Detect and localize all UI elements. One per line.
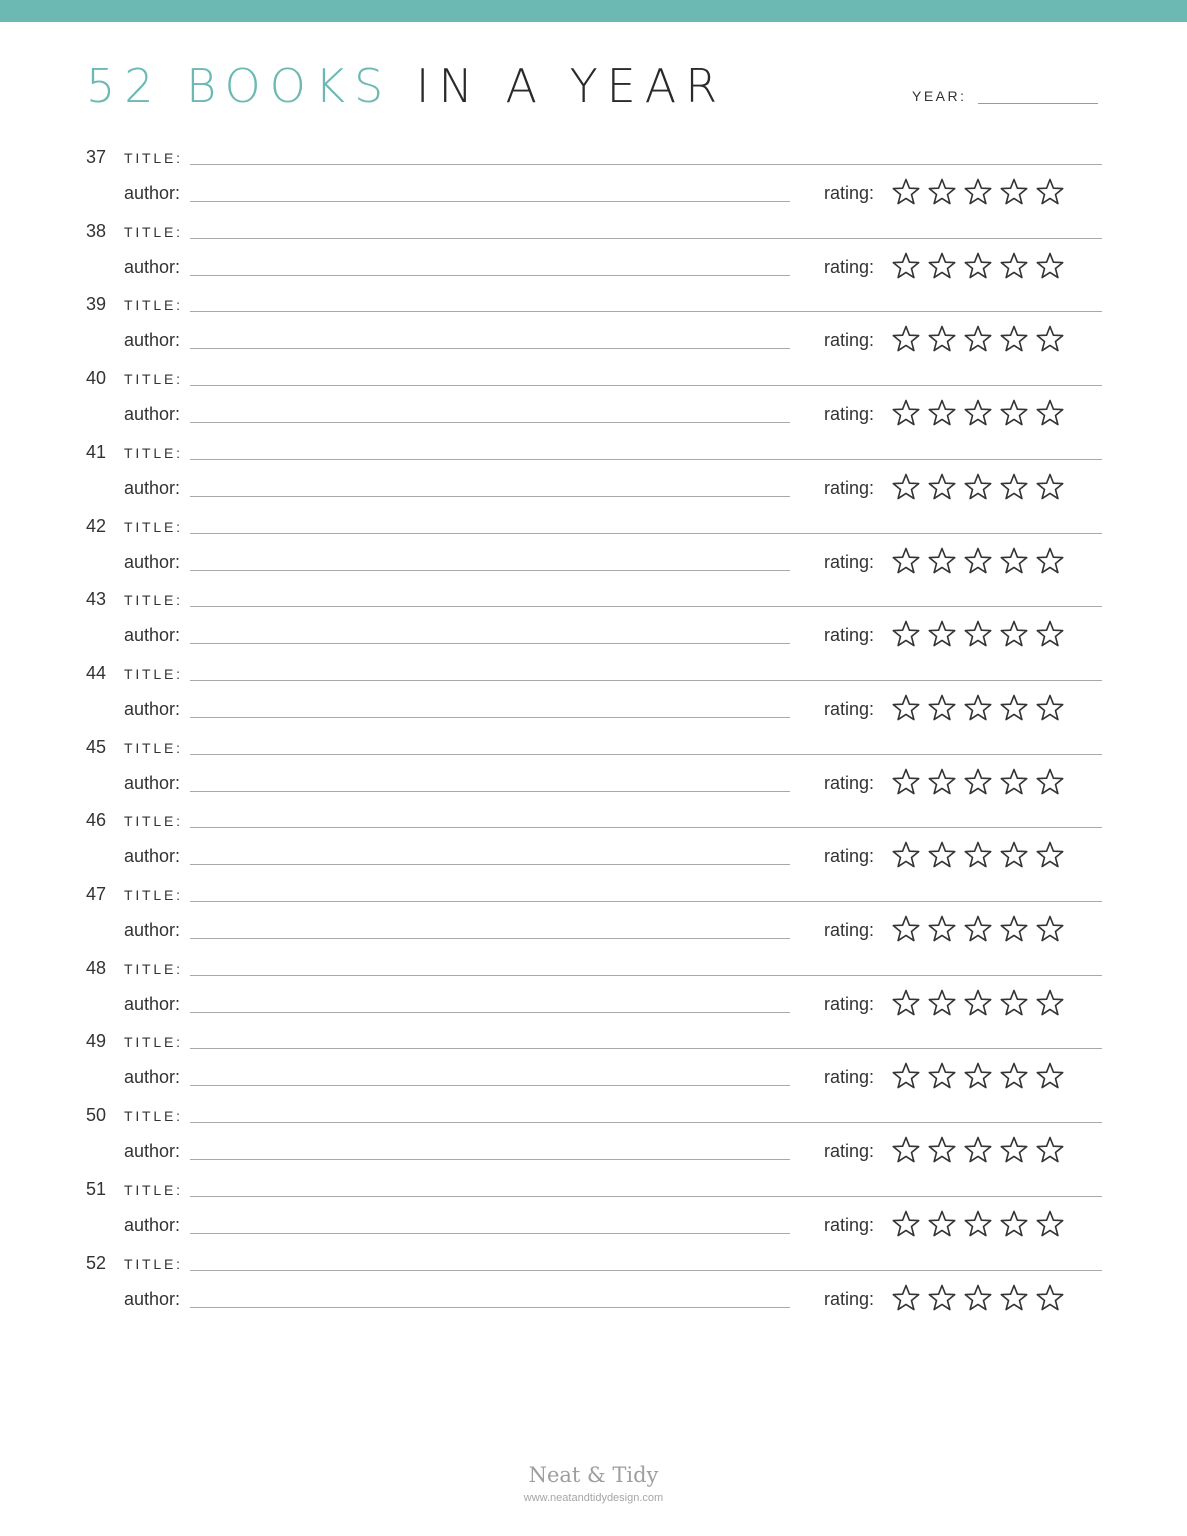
author-input-line[interactable] bbox=[190, 938, 790, 939]
star-outline-icon[interactable] bbox=[963, 1135, 993, 1165]
author-label: author: bbox=[124, 1214, 181, 1235]
star-outline-icon[interactable] bbox=[1035, 767, 1065, 797]
rating-stars bbox=[891, 619, 1071, 651]
book-entry bbox=[0, 883, 1187, 957]
author-label: author: bbox=[124, 477, 181, 498]
entry-number: 41 bbox=[86, 441, 107, 462]
star-outline-icon[interactable] bbox=[891, 324, 921, 354]
star-outline-icon[interactable] bbox=[927, 693, 957, 723]
rating-label: rating: bbox=[824, 920, 875, 940]
rating-stars bbox=[891, 988, 1071, 1020]
rating-label: rating: bbox=[824, 477, 875, 498]
star-outline-icon[interactable] bbox=[891, 767, 921, 797]
entry-number: 50 bbox=[86, 1105, 107, 1126]
author-label: author: bbox=[124, 330, 181, 351]
star-outline-icon[interactable] bbox=[1035, 619, 1065, 649]
title-input-line[interactable] bbox=[190, 754, 1102, 755]
star-outline-icon[interactable] bbox=[927, 177, 957, 207]
book-entry bbox=[0, 220, 1187, 294]
star-outline-icon[interactable] bbox=[1035, 546, 1065, 576]
author-input-line[interactable] bbox=[190, 643, 790, 644]
author-input-line[interactable] bbox=[190, 791, 790, 792]
star-outline-icon[interactable] bbox=[891, 1283, 921, 1313]
author-label: author: bbox=[124, 256, 181, 277]
title-input-line[interactable] bbox=[190, 459, 1102, 460]
title-label: TITLE: bbox=[124, 1108, 183, 1125]
author-input-line[interactable] bbox=[190, 1307, 790, 1308]
star-outline-icon[interactable] bbox=[999, 1209, 1029, 1239]
star-outline-icon[interactable] bbox=[999, 546, 1029, 576]
star-outline-icon[interactable] bbox=[963, 546, 993, 576]
entry-number: 52 bbox=[86, 1252, 107, 1273]
title-label: TITLE: bbox=[124, 960, 183, 977]
star-outline-icon[interactable] bbox=[1035, 324, 1065, 354]
star-outline-icon[interactable] bbox=[963, 988, 993, 1018]
rating-label: rating: bbox=[824, 625, 875, 646]
entry-number: 40 bbox=[86, 368, 107, 389]
title-label: TITLE: bbox=[124, 297, 183, 314]
rating-stars bbox=[891, 767, 1071, 799]
entry-number: 42 bbox=[86, 515, 107, 536]
rating-label: rating: bbox=[824, 551, 875, 572]
entry-number: 39 bbox=[86, 294, 107, 315]
star-outline-icon[interactable] bbox=[1035, 177, 1065, 207]
book-entry bbox=[0, 367, 1187, 441]
book-entry bbox=[0, 1252, 1187, 1326]
rating-stars bbox=[891, 177, 1071, 209]
rating-stars bbox=[891, 546, 1071, 578]
book-entry bbox=[0, 1030, 1187, 1104]
star-outline-icon[interactable] bbox=[963, 1209, 993, 1239]
star-outline-icon[interactable] bbox=[891, 472, 921, 502]
title-label: TITLE: bbox=[124, 592, 183, 609]
rating-stars bbox=[891, 840, 1071, 872]
star-outline-icon[interactable] bbox=[999, 840, 1029, 870]
star-outline-icon[interactable] bbox=[1035, 251, 1065, 281]
rating-label: rating: bbox=[824, 1288, 875, 1309]
rating-label: rating: bbox=[824, 256, 875, 277]
author-label: author: bbox=[124, 183, 181, 203]
star-outline-icon[interactable] bbox=[927, 1061, 957, 1091]
entry-number: 46 bbox=[86, 810, 107, 831]
star-outline-icon[interactable] bbox=[891, 619, 921, 649]
page-title-rest: IN A YEAR bbox=[415, 59, 727, 113]
star-outline-icon[interactable] bbox=[891, 988, 921, 1018]
title-label: TITLE: bbox=[124, 223, 183, 240]
title-input-line[interactable] bbox=[190, 238, 1102, 239]
title-input-line[interactable] bbox=[190, 901, 1102, 902]
author-label: author: bbox=[124, 993, 181, 1014]
title-label: TITLE: bbox=[124, 813, 183, 830]
star-outline-icon[interactable] bbox=[1035, 914, 1065, 944]
star-outline-icon[interactable] bbox=[891, 1135, 921, 1165]
title-input-line[interactable] bbox=[190, 606, 1102, 607]
star-outline-icon[interactable] bbox=[999, 1135, 1029, 1165]
star-outline-icon[interactable] bbox=[1035, 1283, 1065, 1313]
star-outline-icon[interactable] bbox=[927, 324, 957, 354]
star-outline-icon[interactable] bbox=[1035, 988, 1065, 1018]
star-outline-icon[interactable] bbox=[999, 767, 1029, 797]
author-label: author: bbox=[124, 1067, 181, 1088]
entry-number: 38 bbox=[86, 220, 107, 241]
author-input-line[interactable] bbox=[190, 717, 790, 718]
author-input-line[interactable] bbox=[190, 496, 790, 497]
title-label: TITLE: bbox=[124, 150, 183, 166]
author-label: author: bbox=[124, 772, 181, 793]
star-outline-icon[interactable] bbox=[1035, 840, 1065, 870]
rating-stars bbox=[891, 324, 1071, 356]
rating-label: rating: bbox=[824, 1214, 875, 1235]
author-input-line[interactable] bbox=[190, 422, 790, 423]
author-input-line[interactable] bbox=[190, 275, 790, 276]
author-input-line[interactable] bbox=[190, 570, 790, 571]
year-label: YEAR: bbox=[912, 88, 967, 104]
author-input-line[interactable] bbox=[190, 1012, 790, 1013]
book-entry bbox=[0, 515, 1187, 589]
star-outline-icon[interactable] bbox=[891, 914, 921, 944]
title-input-line[interactable] bbox=[190, 1048, 1102, 1049]
book-entry bbox=[0, 293, 1187, 367]
star-outline-icon[interactable] bbox=[927, 472, 957, 502]
star-outline-icon[interactable] bbox=[1035, 1209, 1065, 1239]
page-title-accent: 52 BOOKS bbox=[86, 59, 393, 113]
star-outline-icon[interactable] bbox=[963, 1061, 993, 1091]
star-outline-icon[interactable] bbox=[927, 398, 957, 428]
star-outline-icon[interactable] bbox=[927, 914, 957, 944]
star-outline-icon[interactable] bbox=[963, 840, 993, 870]
star-outline-icon[interactable] bbox=[1035, 693, 1065, 723]
author-input-line[interactable] bbox=[190, 1159, 790, 1160]
star-outline-icon[interactable] bbox=[927, 1283, 957, 1313]
book-entry bbox=[0, 1178, 1187, 1252]
star-outline-icon[interactable] bbox=[891, 1209, 921, 1239]
book-entry bbox=[0, 957, 1187, 1031]
title-input-line[interactable] bbox=[190, 1270, 1102, 1271]
title-label: TITLE: bbox=[124, 371, 183, 388]
rating-stars bbox=[891, 1209, 1071, 1241]
rating-stars bbox=[891, 1135, 1071, 1167]
title-input-line[interactable] bbox=[190, 975, 1102, 976]
star-outline-icon[interactable] bbox=[891, 398, 921, 428]
title-label: TITLE: bbox=[124, 518, 183, 535]
star-outline-icon[interactable] bbox=[999, 251, 1029, 281]
star-outline-icon[interactable] bbox=[891, 693, 921, 723]
title-input-line[interactable] bbox=[190, 533, 1102, 534]
star-outline-icon[interactable] bbox=[927, 840, 957, 870]
rating-stars bbox=[891, 1061, 1071, 1093]
title-label: TITLE: bbox=[124, 1034, 183, 1051]
rating-label: rating: bbox=[824, 772, 875, 793]
entry-number: 44 bbox=[86, 662, 107, 683]
rating-label: rating: bbox=[824, 404, 875, 425]
title-label: TITLE: bbox=[124, 444, 183, 461]
author-input-line[interactable] bbox=[190, 348, 790, 349]
star-outline-icon[interactable] bbox=[891, 1061, 921, 1091]
author-label: author: bbox=[124, 551, 181, 572]
star-outline-icon[interactable] bbox=[963, 914, 993, 944]
author-label: author: bbox=[124, 698, 181, 719]
star-outline-icon[interactable] bbox=[963, 177, 993, 207]
title-label: TITLE: bbox=[124, 665, 183, 682]
entry-number: 37 bbox=[86, 147, 107, 167]
entry-number: 51 bbox=[86, 1178, 107, 1199]
star-outline-icon[interactable] bbox=[999, 324, 1029, 354]
book-entry bbox=[0, 736, 1187, 810]
star-outline-icon[interactable] bbox=[927, 1209, 957, 1239]
rating-label: rating: bbox=[824, 1141, 875, 1162]
star-outline-icon[interactable] bbox=[927, 767, 957, 797]
star-outline-icon[interactable] bbox=[927, 546, 957, 576]
star-outline-icon[interactable] bbox=[963, 472, 993, 502]
star-outline-icon[interactable] bbox=[999, 398, 1029, 428]
star-outline-icon[interactable] bbox=[927, 1135, 957, 1165]
star-outline-icon[interactable] bbox=[963, 767, 993, 797]
star-outline-icon[interactable] bbox=[927, 619, 957, 649]
website-url: www.neatandtidydesign.com bbox=[523, 1492, 664, 1504]
star-outline-icon[interactable] bbox=[963, 398, 993, 428]
book-entry bbox=[0, 588, 1187, 662]
rating-stars bbox=[891, 1283, 1071, 1315]
title-input-line[interactable] bbox=[190, 385, 1102, 386]
entry-number: 49 bbox=[86, 1031, 107, 1052]
title-label: TITLE: bbox=[124, 1181, 183, 1198]
title-input-line[interactable] bbox=[190, 827, 1102, 828]
star-outline-icon[interactable] bbox=[999, 914, 1029, 944]
rating-stars bbox=[891, 398, 1071, 430]
book-entry bbox=[0, 662, 1187, 736]
title-label: TITLE: bbox=[124, 887, 183, 903]
star-outline-icon[interactable] bbox=[891, 177, 921, 207]
star-outline-icon[interactable] bbox=[891, 546, 921, 576]
rating-stars bbox=[891, 693, 1071, 725]
author-label: author: bbox=[124, 625, 181, 646]
footer bbox=[0, 1462, 1187, 1512]
author-label: author: bbox=[124, 1141, 181, 1162]
rating-stars bbox=[891, 472, 1071, 504]
star-outline-icon[interactable] bbox=[927, 251, 957, 281]
book-entry bbox=[0, 809, 1187, 883]
title-input-line[interactable] bbox=[190, 680, 1102, 681]
star-outline-icon[interactable] bbox=[891, 840, 921, 870]
star-outline-icon[interactable] bbox=[927, 988, 957, 1018]
rating-label: rating: bbox=[824, 1067, 875, 1088]
title-label: TITLE: bbox=[124, 739, 183, 756]
entry-number: 47 bbox=[86, 884, 107, 904]
book-entry bbox=[0, 1104, 1187, 1178]
author-input-line[interactable] bbox=[190, 201, 790, 202]
entry-number: 43 bbox=[86, 589, 107, 610]
star-outline-icon[interactable] bbox=[999, 472, 1029, 502]
star-outline-icon[interactable] bbox=[963, 251, 993, 281]
star-outline-icon[interactable] bbox=[1035, 1061, 1065, 1091]
rating-label: rating: bbox=[824, 330, 875, 351]
star-outline-icon[interactable] bbox=[999, 619, 1029, 649]
author-label: author: bbox=[124, 920, 181, 940]
star-outline-icon[interactable] bbox=[963, 693, 993, 723]
star-outline-icon[interactable] bbox=[1035, 398, 1065, 428]
author-label: author: bbox=[124, 846, 181, 867]
book-entry bbox=[0, 441, 1187, 515]
entry-number: 48 bbox=[86, 957, 107, 978]
rating-label: rating: bbox=[824, 993, 875, 1014]
brand-logo: Neat & Tidy bbox=[528, 1463, 659, 1487]
rating-stars bbox=[891, 251, 1071, 283]
star-outline-icon[interactable] bbox=[999, 1283, 1029, 1313]
author-label: author: bbox=[124, 1288, 181, 1309]
title-input-line[interactable] bbox=[190, 1196, 1102, 1197]
entry-number: 45 bbox=[86, 736, 107, 757]
star-outline-icon[interactable] bbox=[891, 251, 921, 281]
star-outline-icon[interactable] bbox=[963, 619, 993, 649]
rating-stars bbox=[891, 914, 1071, 946]
star-outline-icon[interactable] bbox=[1035, 1135, 1065, 1165]
author-input-line[interactable] bbox=[190, 864, 790, 865]
star-outline-icon[interactable] bbox=[999, 1061, 1029, 1091]
author-label: author: bbox=[124, 404, 181, 425]
rating-label: rating: bbox=[824, 698, 875, 719]
title-input-line[interactable] bbox=[190, 311, 1102, 312]
rating-label: rating: bbox=[824, 846, 875, 867]
book-entry bbox=[0, 146, 1187, 220]
star-outline-icon[interactable] bbox=[999, 988, 1029, 1018]
author-input-line[interactable] bbox=[190, 1085, 790, 1086]
star-outline-icon[interactable] bbox=[963, 1283, 993, 1313]
title-label: TITLE: bbox=[124, 1255, 183, 1272]
star-outline-icon[interactable] bbox=[999, 177, 1029, 207]
rating-label: rating: bbox=[824, 183, 875, 203]
title-input-line[interactable] bbox=[190, 1122, 1102, 1123]
star-outline-icon[interactable] bbox=[999, 693, 1029, 723]
star-outline-icon[interactable] bbox=[1035, 472, 1065, 502]
title-input-line[interactable] bbox=[190, 164, 1102, 165]
star-outline-icon[interactable] bbox=[963, 324, 993, 354]
author-input-line[interactable] bbox=[190, 1233, 790, 1234]
